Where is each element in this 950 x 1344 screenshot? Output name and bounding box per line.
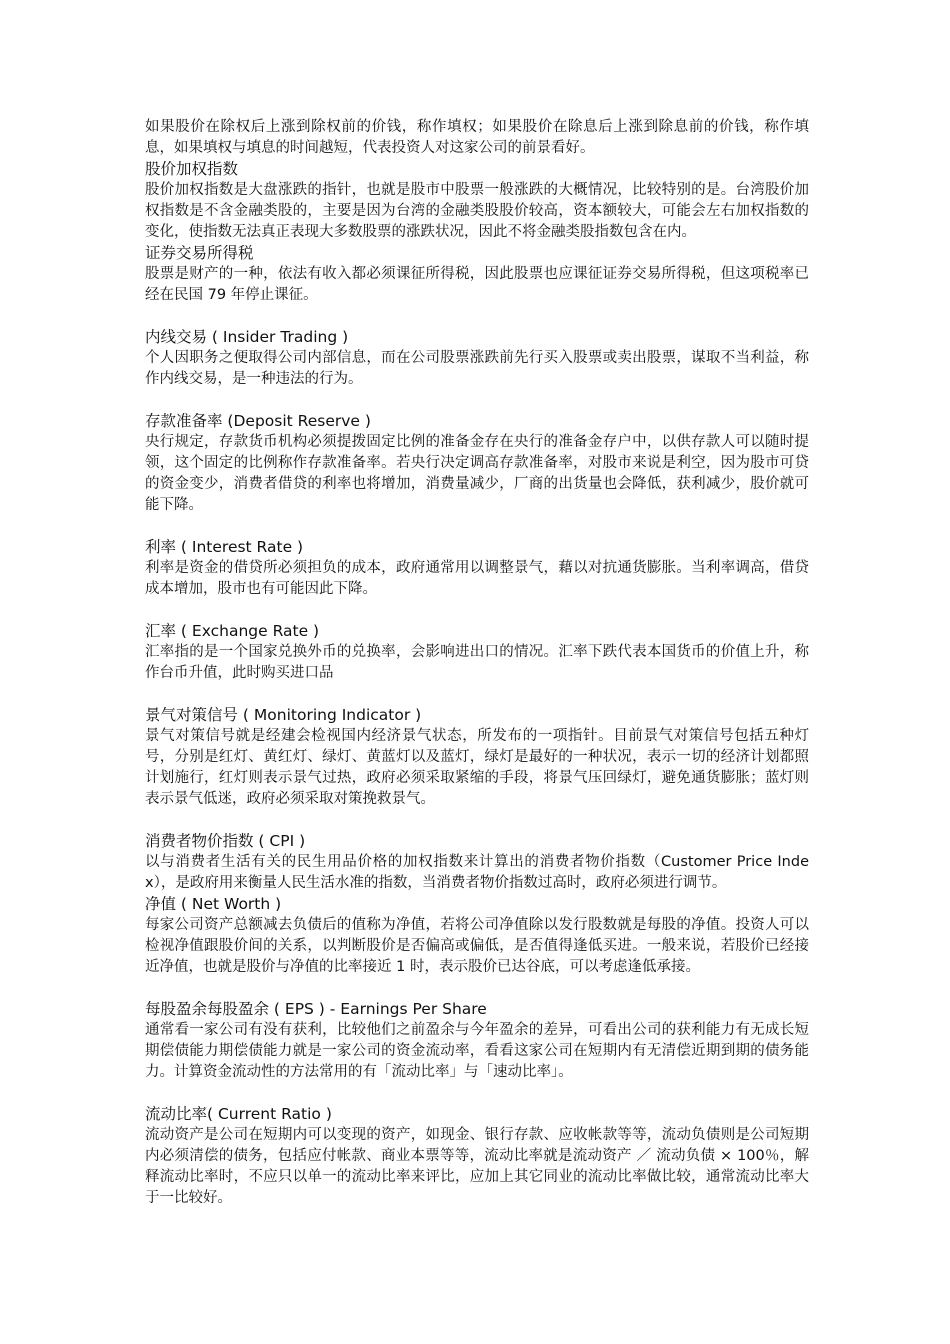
body-paragraph: 景气对策信号就是经建会检视国内经济景气状态，所发布的一项指针。目前景气对策信号包括五种灯号，分别是红灯、黄红灯、绿灯、黄蓝灯以及蓝灯，绿灯是最好的一种状况，表示一切的经济计划都照计划施行，红灯则表示景气过热，政府必须采取紧缩的手段，将景气压回绿灯，避免通货膨胀；蓝灯则表示景气低迷，政府必须采取对策挽救景气。 — [145, 728, 809, 807]
body-paragraph: 汇率指的是一个国家兑换外币的兑换率，会影响进出口的情况。汇率下跌代表本国货币的价值上升，称作台币升值，此时购买进口品 — [145, 644, 809, 681]
paragraph-spacer — [145, 978, 809, 999]
paragraph-spacer — [145, 306, 809, 327]
section-heading: 景气对策信号 ( Monitoring Indicator ) — [145, 706, 422, 724]
body-paragraph: 股票是财产的一种，依法有收入都必须课征所得税，因此股票也应课征证券交易所得税，但这项税率已经在民国 79 年停止课征。 — [145, 266, 809, 303]
section-heading: 内线交易 ( Insider Trading ) — [145, 328, 349, 346]
body-paragraph: 利率是资金的借贷所必须担负的成本，政府通常用以调整景气，藉以对抗通货膨胀。当利率调高，借贷成本增加，股市也有可能因此下降。 — [145, 560, 809, 597]
body-paragraph: 每家公司资产总额减去负债后的值称为净值，若将公司净值除以发行股数就是每股的净值。投资人可以检视净值跟股价间的关系，以判断股价是否偏高或偏低，是否值得逢低买进。一般来说，若股价已经接近净值，也就是股价与净值的比率接近 1 时，表示股价已达谷底，可以考虑逢低承接。 — [145, 917, 809, 975]
body-paragraph: 股价加权指数是大盘涨跌的指针，也就是股市中股票一般涨跌的大概情况，比较特别的是。台湾股价加权指数是不含金融类股的，主要是因为台湾的金融类股股价较高，资本额较大，可能会左右加权指数的变化，使指数无法真正表现大多数股票的涨跌状况，因此不将金融类股指数包含在内。 — [145, 182, 809, 240]
body-paragraph: 央行规定，存款货币机构必须提拨固定比例的准备金存在央行的准备金存户中，以供存款人可以随时提领，这个固定的比例称作存款准备率。若央行决定调高存款准备率，对股市来说是利空，因为股市可贷的资金变少，消费者借贷的利率也将增加，消费量减少，厂商的出货量也会降低，获利减少，股价就可能下降。 — [145, 434, 809, 513]
section-heading: 证券交易所得税 — [145, 244, 254, 262]
section-heading: 股价加权指数 — [145, 160, 239, 178]
body-paragraph: 通常看一家公司有没有获利，比较他们之前盈余与今年盈余的差异，可看出公司的获利能力有无成长短期偿债能力期偿债能力就是一家公司的资金流动率，看看这家公司在短期内有无清偿近期到期的债务能力。计算资金流动性的方法常用的有「流动比率」与「速动比率」。 — [145, 1022, 809, 1080]
section-heading: 利率 ( Interest Rate ) — [145, 538, 304, 556]
paragraph-spacer — [145, 1083, 809, 1104]
section-heading: 流动比率( Current Ratio ) — [145, 1105, 332, 1123]
document-body — [145, 117, 809, 1209]
body-paragraph: 以与消费者生活有关的民生用品价格的加权指数来计算出的消费者物价指数（Customer Price Index），是政府用来衡量人民生活水准的指数，当消费者物价指数过高时，政府必须进行调节。 — [145, 854, 809, 891]
section-heading: 汇率 ( Exchange Rate ) — [145, 622, 320, 640]
section-heading: 每股盈余每股盈余 ( EPS ) - Earnings Per Share — [145, 1000, 487, 1018]
paragraph-spacer — [145, 810, 809, 831]
paragraph-spacer — [145, 516, 809, 537]
paragraph-spacer — [145, 390, 809, 411]
paragraph-spacer — [145, 600, 809, 621]
section-heading: 消费者物价指数 ( CPI ) — [145, 832, 306, 850]
section-heading: 净值 ( Net Worth ) — [145, 895, 282, 913]
body-paragraph: 个人因职务之便取得公司内部信息，而在公司股票涨跌前先行买入股票或卖出股票，谋取不当利益，称作内线交易，是一种违法的行为。 — [145, 350, 809, 387]
body-paragraph: 流动资产是公司在短期内可以变现的资产，如现金、银行存款、应收帐款等等，流动负债则是公司短期内必须清偿的债务，包括应付帐款、商业本票等等，流动比率就是流动资产 ／ 流动负债 × 100％，解释流动比率时，不应只以单一的流动比率来评比，应加上其它同业的流动比率做比较，通常流动比率大于一比较好。 — [145, 1127, 809, 1206]
body-paragraph: 如果股价在除权后上涨到除权前的价钱，称作填权；如果股价在除息后上涨到除息前的价钱，称作填息，如果填权与填息的时间越短，代表投资人对这家公司的前景看好。 — [145, 119, 809, 156]
paragraph-spacer — [145, 684, 809, 705]
section-heading: 存款准备率 (Deposit Reserve ) — [145, 412, 371, 430]
